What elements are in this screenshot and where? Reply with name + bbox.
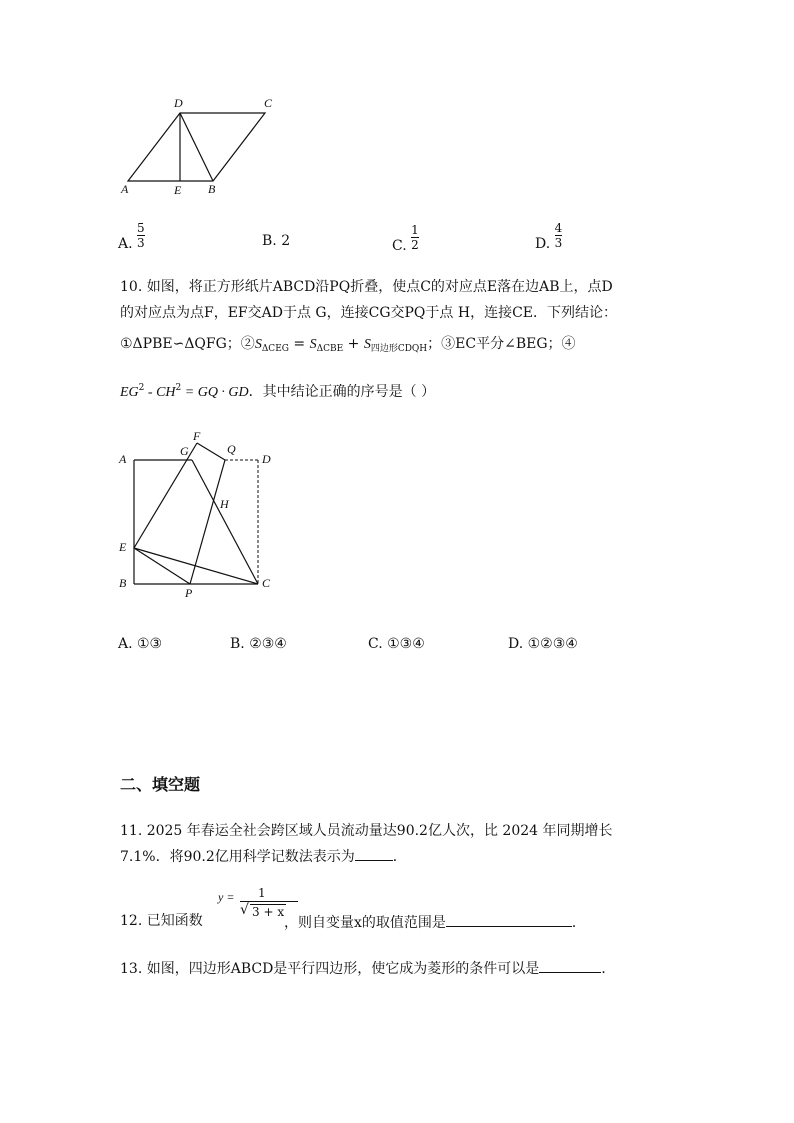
q12-rest [284, 912, 586, 932]
area-s1: S [254, 337, 262, 352]
q13-text: 13. 如图，四边形ABCD是平行四边形，使它成为菱形的条件可以是 [120, 961, 540, 977]
fig2-label-q: Q [227, 442, 236, 456]
fig2-label-f: F [193, 429, 201, 443]
q10-line3 [120, 335, 576, 358]
q9-option-b[interactable]: B. 2 [262, 233, 291, 249]
option-c-prefix: C. [392, 238, 407, 254]
fig2-label-g: G [180, 444, 189, 458]
section-title: 二、填空题 [120, 775, 201, 794]
area-s3-sub: 四边形CDQH [370, 344, 428, 354]
q10-option-c[interactable]: C. ①③④ [368, 636, 425, 652]
segment-gc [192, 460, 258, 584]
area-s1-sub: ΔCEG [261, 344, 289, 354]
fig2-label-e: E [119, 540, 127, 554]
option-d-fraction [555, 222, 563, 250]
fig2-label-d: D [262, 452, 271, 466]
q9-option-d[interactable] [535, 222, 562, 252]
fig1-label-d: D [174, 96, 183, 110]
q9-option-a[interactable] [118, 222, 145, 252]
fraction-numerator: 5 [137, 221, 145, 235]
q10-option-d[interactable]: D. ①②③④ [508, 636, 578, 652]
q10-line2: 的对应点为点F，EF交AD于点 G，连接CG交PQ于点 H，连接CE．下列结论： [120, 305, 617, 321]
q11-line2-text: 7.1%．将90.2亿用科学记数法表示为 [120, 849, 355, 865]
fig2-label-p: P [185, 586, 193, 600]
fraction-numerator: 4 [554, 221, 563, 235]
parallelogram-figure [110, 95, 290, 205]
conclusion-1-and-2-start: ①ΔPBE∽ΔQFG；② [120, 336, 255, 352]
segment-ec [134, 548, 258, 584]
answer-blank[interactable] [355, 846, 393, 861]
area-s3: S [363, 337, 371, 352]
option-d-prefix: D. [535, 236, 551, 252]
sqrt-sign: √ [240, 902, 249, 918]
option-a-fraction [137, 222, 145, 250]
function-denominator: 3 + x [252, 905, 285, 919]
expr-sup-1: 2 [138, 383, 145, 393]
diagonal-db [180, 113, 213, 181]
q10-option-a[interactable]: A. ①③ [118, 636, 163, 652]
expr-sup-2: 2 [175, 383, 182, 393]
option-a-prefix: A. [118, 236, 133, 252]
q12-middle: ，则自变量x的取值范围是 [284, 915, 446, 931]
fraction-denominator: 3 [137, 236, 145, 250]
q10-line4 [120, 379, 435, 402]
q12-prefix: 12. 已知函数 [120, 913, 203, 929]
q12-line [120, 912, 203, 930]
fig1-label-c: C [264, 96, 273, 110]
fraction-denominator: 3 [554, 236, 563, 250]
expr-ch: - CH [144, 385, 176, 400]
q12-end: ． [571, 915, 586, 931]
answer-blank[interactable] [446, 912, 572, 927]
equals-sign: = [288, 336, 310, 352]
q11-line2 [120, 846, 407, 866]
option-c-fraction [411, 224, 419, 252]
q9-option-c[interactable] [392, 224, 419, 254]
fold-fq [197, 443, 225, 460]
fig2-label-h: H [220, 497, 229, 511]
answer-blank[interactable] [539, 958, 601, 973]
fraction-denominator: 2 [411, 238, 419, 252]
q11-line1: 11. 2025 年春运全社会跨区域人员流动量达90.2亿人次，比 2024 年同期增长 [120, 823, 613, 839]
fig1-label-e: E [174, 183, 182, 197]
fig2-label-c: C [262, 576, 271, 590]
expr-eg: EG [120, 385, 139, 400]
q13-end: ． [601, 961, 616, 977]
function-numerator: 1 [258, 886, 266, 900]
conclusion-3-and-4-start: ；③EC平分∠BEG；④ [427, 336, 576, 352]
q10-option-b[interactable]: B. ②③④ [230, 636, 287, 652]
area-s2-sub: ΔCBE [316, 344, 344, 354]
segment-ep [134, 548, 190, 584]
fig1-label-b: B [208, 182, 216, 196]
fig2-label-a: A [119, 452, 127, 466]
fig2-label-b: B [119, 576, 127, 590]
q11-end: ． [392, 849, 407, 865]
fig1-label-a: A [121, 182, 129, 196]
expr-gq-gd: = GQ · GD [181, 385, 249, 400]
q10-line1: 10. 如图，将正方形纸片ABCD沿PQ折叠，使点C的对应点E落在边AB上，点D [120, 279, 613, 295]
fraction-numerator: 1 [411, 223, 419, 237]
question-tail: ．其中结论正确的序号是（ ） [248, 384, 436, 400]
area-s2: S [309, 337, 317, 352]
plus-sign: + [343, 336, 364, 352]
function-y: y = [218, 890, 235, 904]
q13-line [120, 958, 615, 978]
